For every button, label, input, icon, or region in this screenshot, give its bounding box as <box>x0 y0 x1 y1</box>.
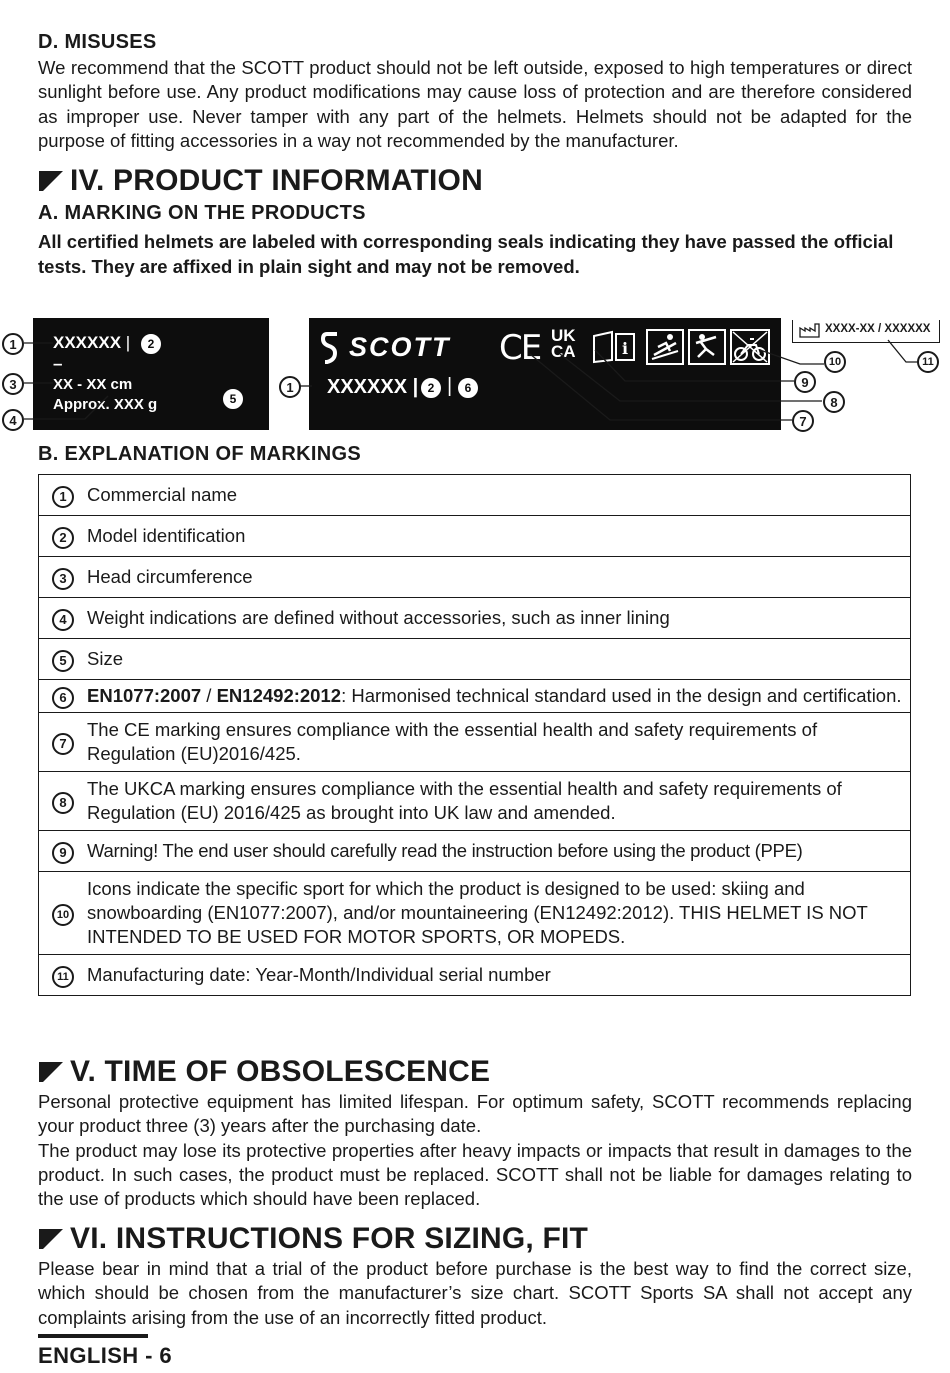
table-row <box>39 831 911 872</box>
table-row <box>39 598 911 639</box>
section-triangle-icon <box>38 1228 64 1250</box>
misuses-heading: D. MISUSES <box>38 31 157 53</box>
row-text: Head circumference <box>81 557 911 598</box>
callout-5-badge: 5 <box>223 389 243 409</box>
row-number: 8 <box>52 792 74 814</box>
sizing-title: VI. INSTRUCTIONS FOR SIZING, FIT <box>70 1222 589 1255</box>
document-page <box>38 30 912 279</box>
row-number: 10 <box>52 904 74 926</box>
callout-8: 8 <box>823 391 845 413</box>
callout-11: 11 <box>917 351 939 373</box>
section-triangle-icon <box>38 170 64 192</box>
row-number: 2 <box>52 527 74 549</box>
misuses-text: We recommend that the SCOTT product should not be left outside, exposed to high temperatures or direct sunlight before use. Any product modifications may cause loss of protection and are therefore considered as improper use. Never tamper with any part of the helmets. Helmets should not be adapted for the purpose of fitting accessories in a way not recommended by the manufacturer. <box>38 57 912 151</box>
table-row <box>39 557 911 598</box>
row-text <box>81 680 911 713</box>
table-row <box>39 639 911 680</box>
callout-9: 9 <box>794 371 816 393</box>
standard-sep: / <box>201 685 217 706</box>
row-text: Manufacturing date: Year-Month/Individual serial number <box>81 955 911 996</box>
section-triangle-icon <box>38 1061 64 1083</box>
label-diagram <box>0 316 950 436</box>
sizing-text: Please bear in mind that a trial of the product before purchase is the best way to find the correct size, which should be chosen from the manufacturer’s size chart. SCOTT Sports SA shall not accept any complaints arising from the use of an incorrectly fitted product. <box>38 1258 912 1328</box>
outer-label: SCOTT CE UK CA i XXXXXX | 2 | 6 <box>309 318 781 430</box>
ukca-top: UK <box>551 326 576 345</box>
row-text: Model identification <box>81 516 911 557</box>
table-row <box>39 680 911 713</box>
row-number: 11 <box>52 966 74 988</box>
row-text: Icons indicate the specific sport for which the product is designed to be used: skiing and snowboarding (EN1077:2007), and/or mountaineering (EN12492:2012). THIS HELMET IS NOT INTENDED TO BE USED FOR MOTOR SPORTS, OR MOPEDS. <box>81 872 911 955</box>
callout-1-left: 1 <box>2 333 24 355</box>
markings-table <box>38 474 911 996</box>
row-number: 7 <box>52 733 74 755</box>
label-name-placeholder: XXXXXX <box>53 333 122 352</box>
info-glyph: i <box>621 339 629 358</box>
ukca-bottom: CA <box>551 342 576 361</box>
explanation-section <box>38 442 912 996</box>
label-name-sep: | <box>125 333 131 352</box>
row-number: 9 <box>52 842 74 864</box>
standard-en12492: EN12492:2012 <box>216 685 342 706</box>
table-row <box>39 516 911 557</box>
product-info-heading <box>38 163 912 199</box>
standard-en1077: EN1077:2007 <box>87 685 202 706</box>
row-text: Warning! The end user should carefully read the instruction before using the product (PPE) <box>81 831 911 872</box>
footer-rule <box>38 1334 148 1338</box>
ce-mark: CE <box>499 328 541 368</box>
row-number: 4 <box>52 609 74 631</box>
row-text: The CE marking ensures compliance with the essential health and safety requirements of Regulation (EU)2016/425. <box>81 713 911 772</box>
table-row <box>39 772 911 831</box>
table-row <box>39 475 911 516</box>
marking-heading: A. MARKING ON THE PRODUCTS <box>38 202 366 225</box>
callout-4: 4 <box>2 409 24 431</box>
row-text: Weight indications are defined without accessories, such as inner lining <box>81 598 911 639</box>
callout-2-badge: 2 <box>141 334 161 354</box>
row-text: The UKCA marking ensures compliance with the essential health and safety requirements of Regulation (EU) 2016/425 as brought into UK law and amended. <box>81 772 911 831</box>
sizing-section <box>38 1221 912 1330</box>
callout-1-right: 1 <box>279 376 301 398</box>
callout-10: 10 <box>824 351 846 373</box>
date-placeholder: XXXX-XX / XXXXXX <box>825 323 931 335</box>
row-number: 1 <box>52 486 74 508</box>
standard-desc: : Harmonised technical standard used in the design and certification. <box>341 685 902 706</box>
obsolescence-heading <box>38 1054 912 1090</box>
outer-callout-6-badge: 6 <box>458 378 478 398</box>
table-row <box>39 713 911 772</box>
callout-3: 3 <box>2 373 24 395</box>
outer-name-placeholder: XXXXXX | <box>327 376 419 398</box>
marking-text: All certified helmets are labeled with corresponding seals indicating they have passed the official tests. They are affixed in plain sight and may not be removed. <box>38 231 894 278</box>
label-circumference: XX - XX cm <box>53 376 133 393</box>
outer-callout-2-badge: 2 <box>421 378 441 398</box>
obsolescence-text-2: The product may lose its protective properties after heavy impacts or impacts that result in damages to the product. In such cases, the product must be replaced. SCOTT shall not be liable for damages relating to the use of products which should have been replaced. <box>38 1139 912 1210</box>
label-dash: – <box>53 354 63 373</box>
obsolescence-title: V. TIME OF OBSOLESCENCE <box>70 1055 491 1088</box>
callout-7: 7 <box>792 410 814 432</box>
sizing-heading <box>38 1221 912 1257</box>
obsolescence-text-1: Personal protective equipment has limited lifespan. For optimum safety, SCOTT recommends replacing your product three (3) years after the purchasing date. <box>38 1091 912 1137</box>
table-row <box>39 872 911 955</box>
scott-brand-text: SCOTT <box>349 332 451 362</box>
row-text: Size <box>81 639 911 680</box>
explanation-heading: B. EXPLANATION OF MARKINGS <box>38 443 361 465</box>
row-number: 6 <box>52 687 74 709</box>
row-number: 5 <box>52 650 74 672</box>
label-weight: Approx. XXX g <box>53 396 158 413</box>
row-text: Commercial name <box>81 475 911 516</box>
obsolescence-section <box>38 1054 912 1211</box>
row-number: 3 <box>52 568 74 590</box>
table-row <box>39 955 911 996</box>
page-footer: ENGLISH - 6 <box>38 1343 172 1368</box>
product-info-title: IV. PRODUCT INFORMATION <box>70 164 483 198</box>
